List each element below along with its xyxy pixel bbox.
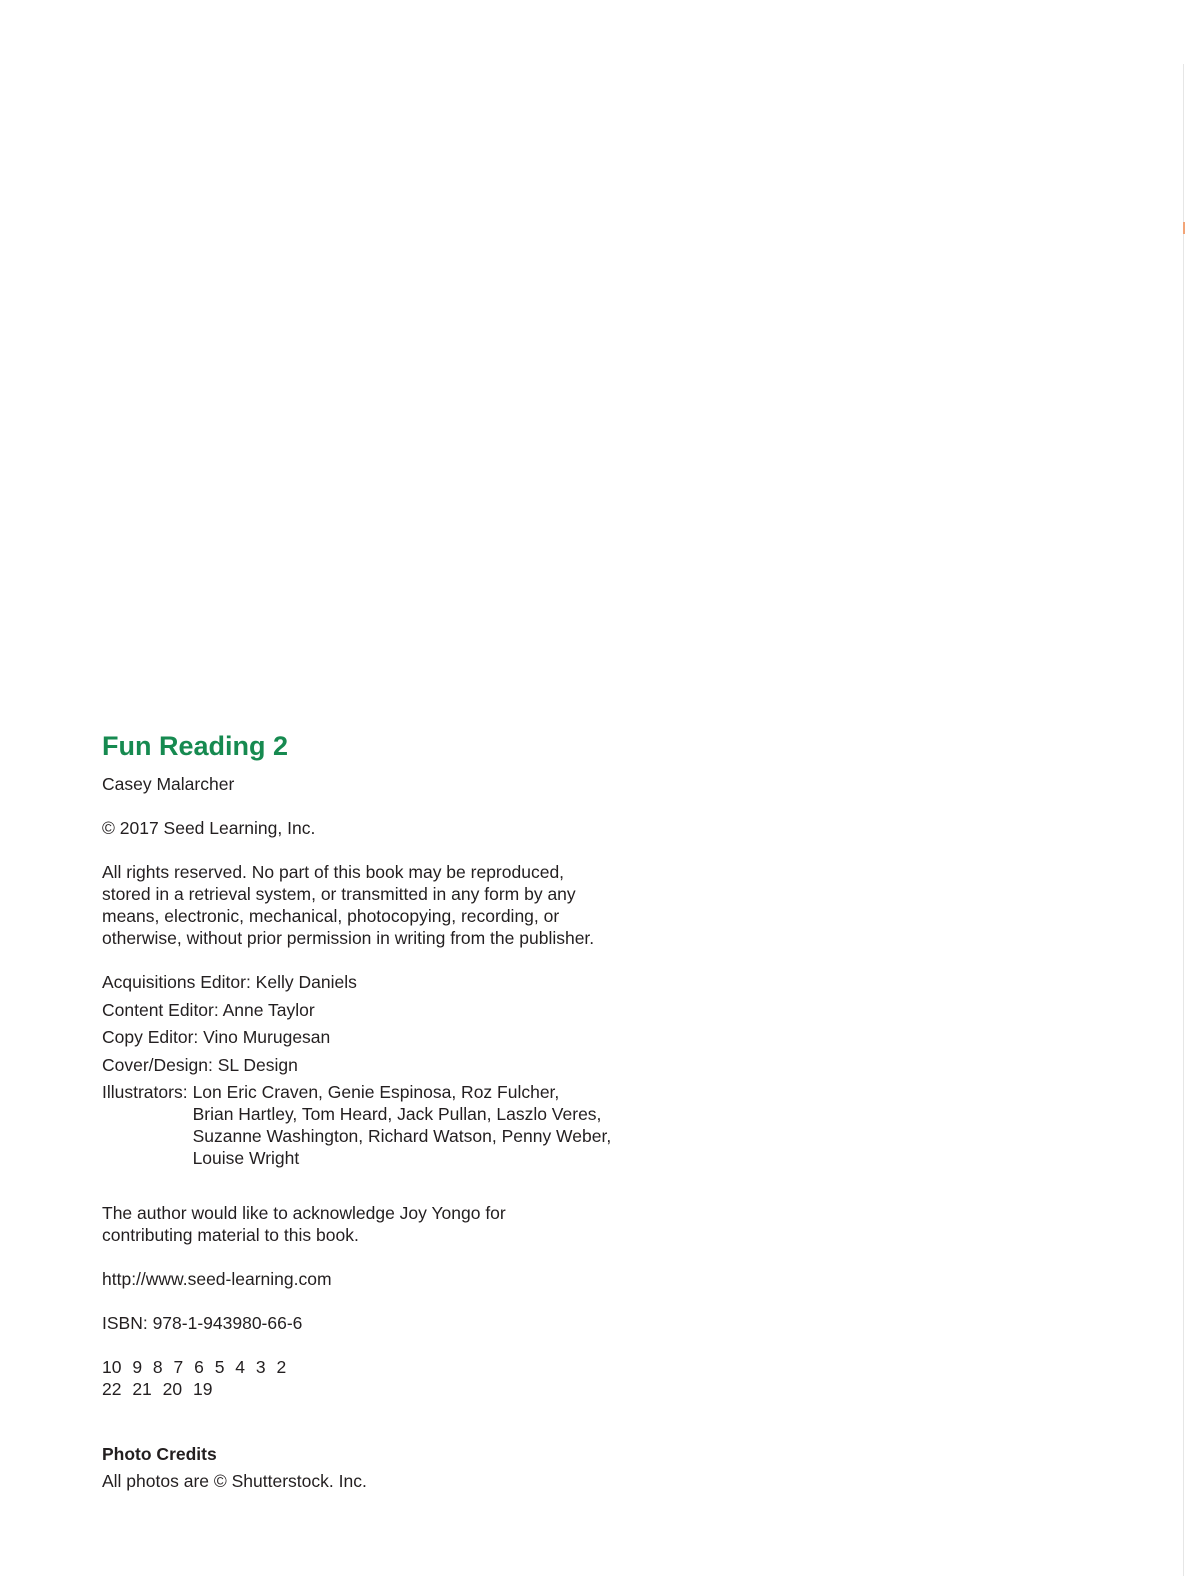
acquisitions-editor: Acquisitions Editor: Kelly Daniels	[102, 972, 357, 992]
photo-credits-heading: Photo Credits	[102, 1444, 217, 1465]
photo-credits-text: All photos are © Shutterstock. Inc.	[102, 1471, 367, 1492]
isbn: ISBN: 978-1-943980-66-6	[102, 1313, 303, 1334]
illustrators-credit	[102, 1081, 662, 1169]
content-editor: Content Editor: Anne Taylor	[102, 999, 315, 1020]
author-name: Casey Malarcher	[102, 774, 235, 794]
rights-line: otherwise, without prior permission in writing from the publisher.	[102, 928, 595, 948]
rights-line: All rights reserved. No part of this book may be reproduced,	[102, 862, 565, 882]
staff-credits	[102, 971, 662, 1169]
rights-line: stored in a retrieval system, or transmitted in any form by any	[102, 884, 576, 904]
acknowledgment-line: The author would like to acknowledge Joy Yongo for	[102, 1203, 506, 1224]
cover-design: Cover/Design: SL Design	[102, 1054, 298, 1075]
print-run-numbers: 10 9 8 7 6 5 4 3 2	[102, 1357, 287, 1378]
copy-editor: Copy Editor: Vino Murugesan	[102, 1027, 331, 1048]
book-title: Fun Reading 2	[102, 731, 289, 761]
page-edge-divider	[1183, 64, 1184, 1576]
acknowledgment	[102, 1202, 662, 1246]
illustrators-line: Brian Hartley, Tom Heard, Jack Pullan, Laszlo Veres,	[192, 1104, 602, 1125]
rights-line: means, electronic, mechanical, photocopying, recording, or	[102, 906, 560, 926]
printing-line	[102, 1356, 662, 1400]
illustrators-label: Illustrators:	[102, 1082, 188, 1103]
illustrators-list	[193, 1081, 612, 1169]
print-year-numbers: 22 21 20 19	[102, 1379, 213, 1400]
publisher-website: http://www.seed-learning.com	[102, 1269, 332, 1290]
copyright-page	[102, 728, 662, 1492]
illustrators-line: Louise Wright	[192, 1148, 300, 1169]
rights-statement	[102, 861, 662, 949]
edge-crop-mark	[1183, 222, 1185, 234]
illustrators-line: Suzanne Washington, Richard Watson, Penny Weber,	[192, 1126, 612, 1147]
copyright-notice: © 2017 Seed Learning, Inc.	[102, 818, 316, 838]
acknowledgment-line: contributing material to this book.	[102, 1225, 359, 1246]
illustrators-line: Lon Eric Craven, Genie Espinosa, Roz Fulcher,	[192, 1082, 560, 1103]
